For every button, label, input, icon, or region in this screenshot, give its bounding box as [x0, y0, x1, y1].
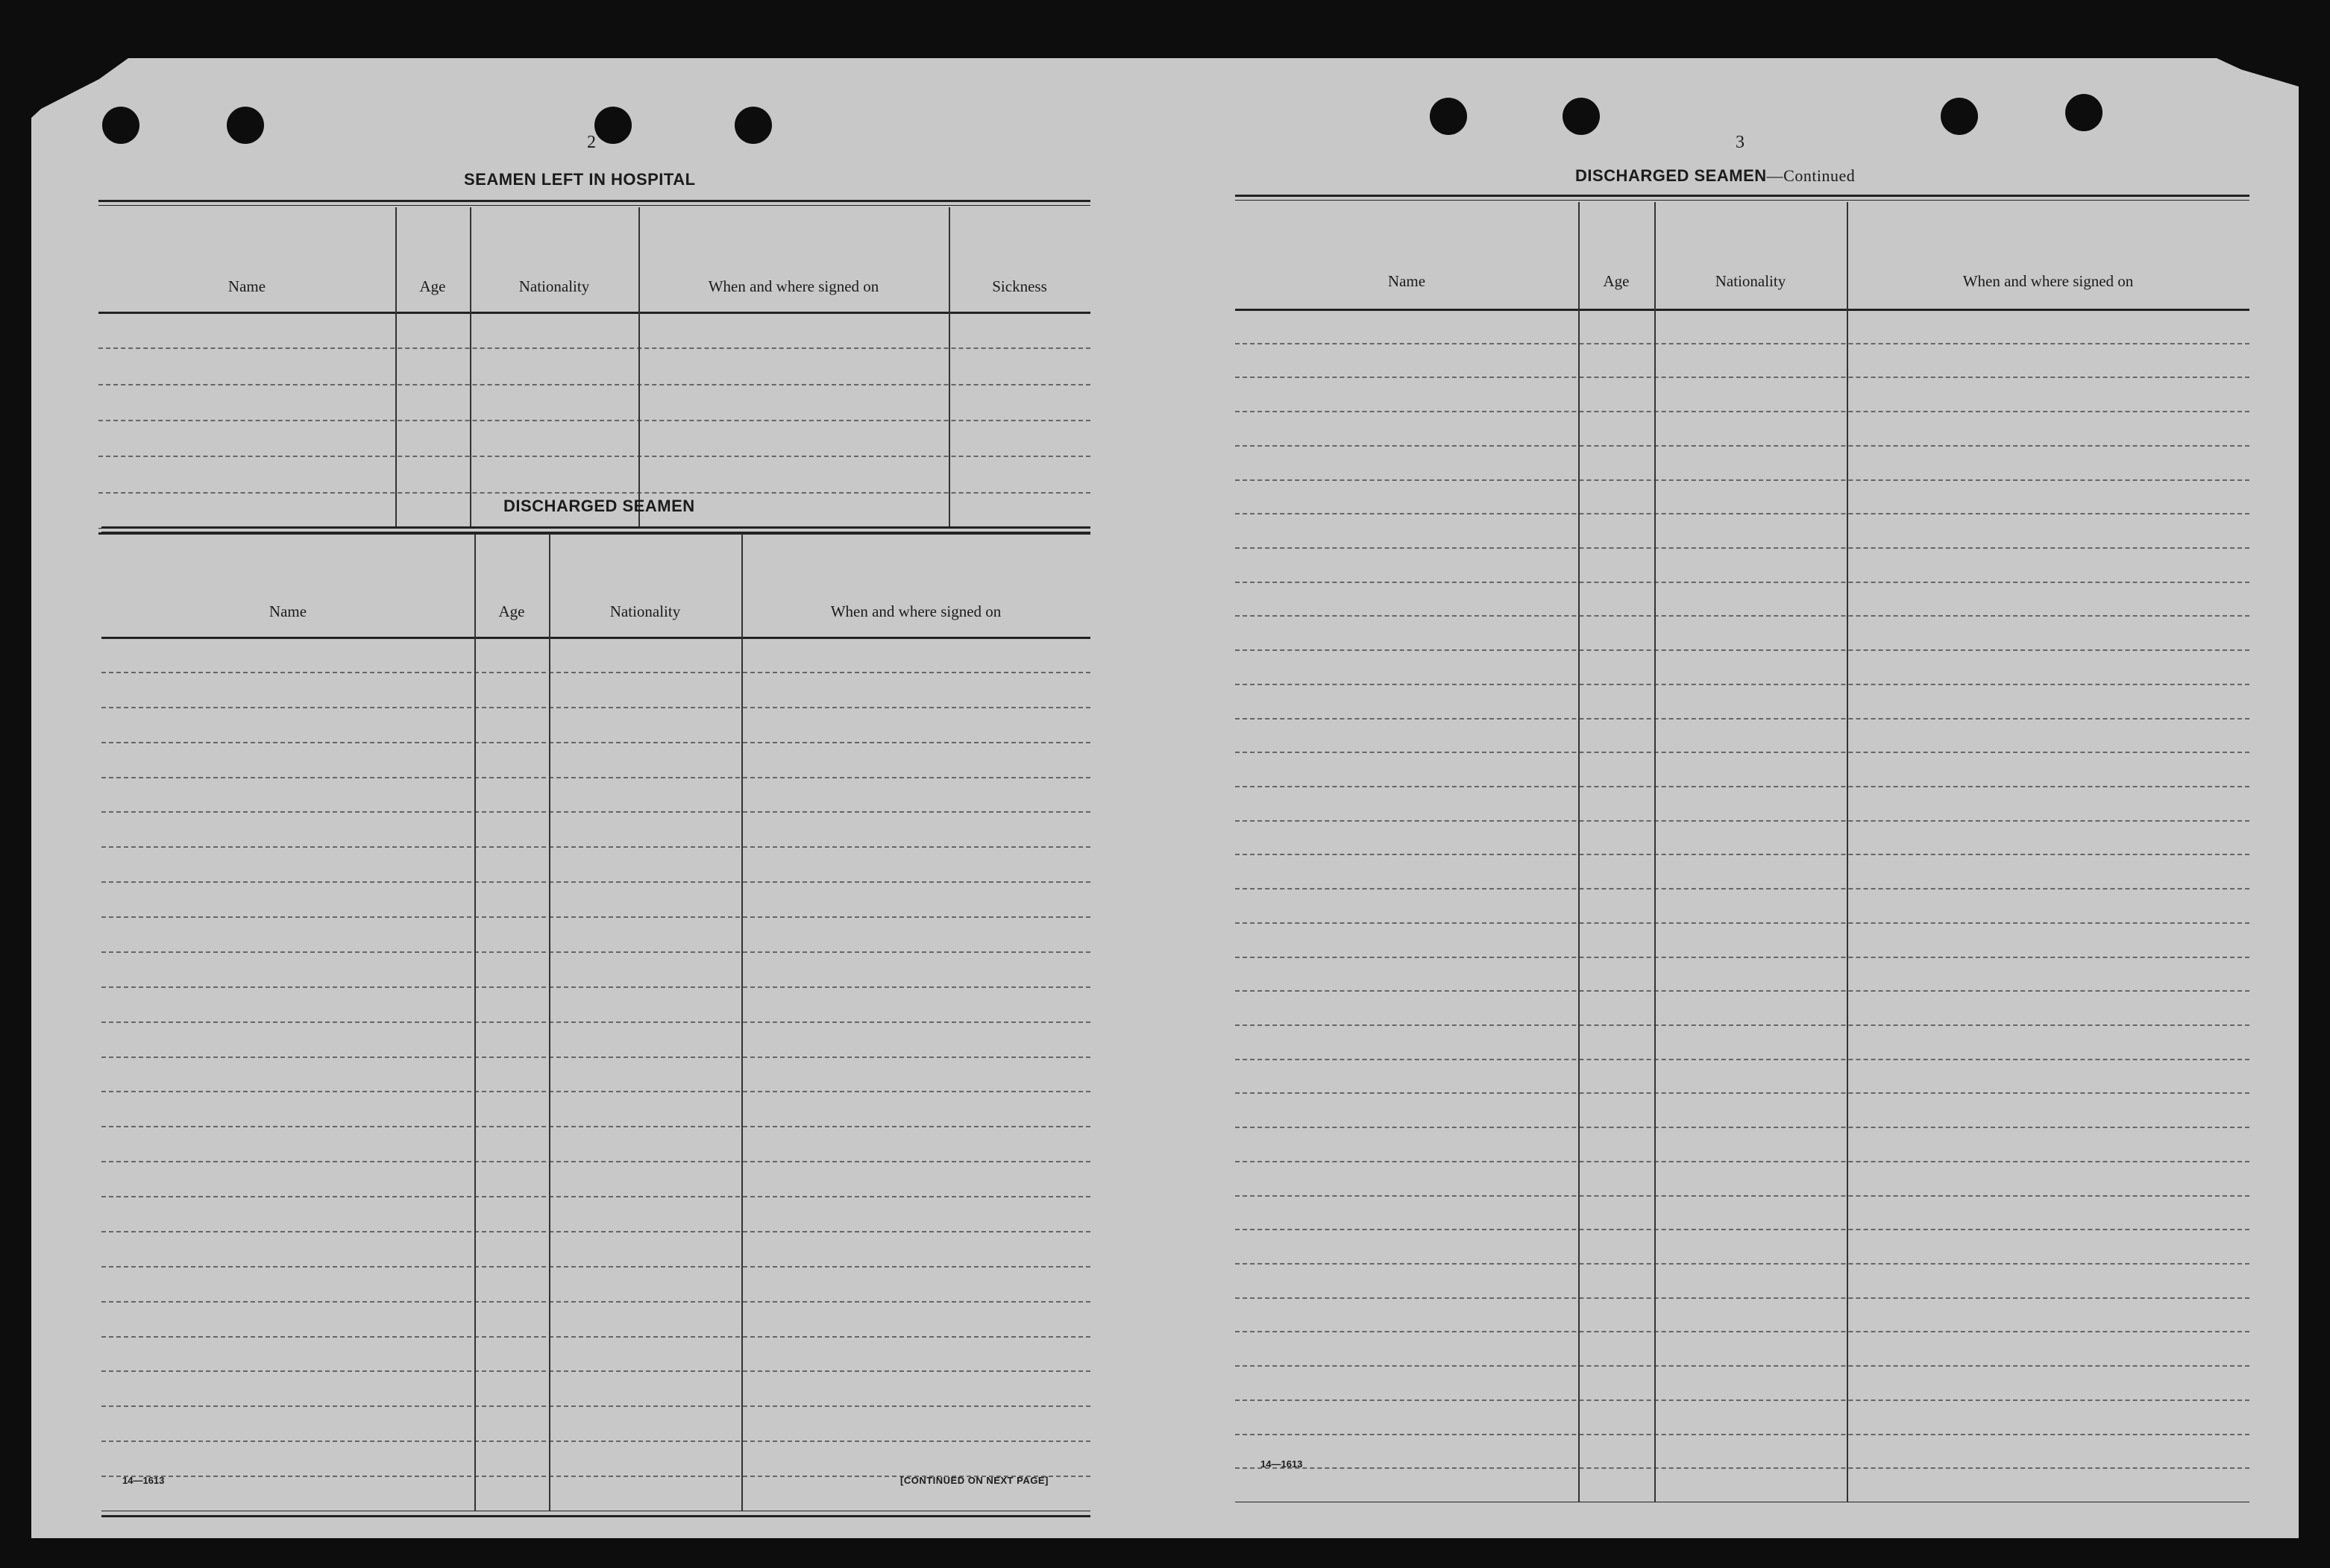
hospital-table: [98, 200, 1090, 535]
column-header-name: Name: [269, 602, 307, 620]
table-row: [101, 1231, 1090, 1232]
form-code-left: 14—1613: [122, 1475, 165, 1486]
table-top-rule: [1235, 195, 2249, 197]
table-row: [101, 742, 1090, 743]
column-header-nationality: Nationality: [518, 277, 590, 295]
column-divider: [1847, 202, 1848, 1502]
discharged-continued-table: [1235, 195, 2249, 1508]
column-divider: [470, 207, 471, 528]
table-top-rule-thin: [98, 205, 1090, 206]
table-row: [101, 777, 1090, 778]
table-row: [1235, 1365, 2249, 1367]
table-row: [1235, 922, 2249, 924]
table-row: [1235, 718, 2249, 720]
table-row: [1235, 1092, 2249, 1094]
table-row: [98, 456, 1090, 457]
table-row: [101, 951, 1090, 953]
table-row: [101, 1057, 1090, 1058]
column-header-name: Name: [227, 277, 266, 295]
table-row: [101, 1405, 1090, 1407]
table-row: [1235, 1467, 2249, 1469]
table-row: [98, 347, 1090, 349]
table-row: [1235, 786, 2249, 787]
table-row: [1235, 957, 2249, 958]
table-top-rule: [98, 200, 1090, 202]
hospital-section-title: SEAMEN LEFT IN HOSPITAL: [464, 170, 696, 189]
table-row: [101, 1336, 1090, 1338]
column-header-when-and-where-signed-on: When and where signed on: [708, 277, 879, 295]
column-divider: [949, 207, 950, 528]
table-row: [1235, 1331, 2249, 1332]
column-header-nationality: Nationality: [609, 602, 681, 620]
table-row: [1235, 752, 2249, 753]
table-row: [1235, 1263, 2249, 1265]
table-row: [1235, 1161, 2249, 1162]
column-header-nationality: Nationality: [1715, 272, 1786, 290]
column-divider: [395, 207, 397, 528]
page-number-left: 2: [587, 133, 596, 152]
table-row: [98, 384, 1090, 385]
table-row: [101, 811, 1090, 813]
table-row: [101, 1126, 1090, 1127]
table-row: [101, 881, 1090, 883]
column-divider: [1578, 202, 1580, 1502]
table-row: [101, 1370, 1090, 1372]
table-row: [1235, 888, 2249, 890]
table-row: [1235, 377, 2249, 378]
column-header-sickness: Sickness: [992, 277, 1047, 295]
table-row: [1235, 1059, 2249, 1060]
punch-hole: [2065, 94, 2103, 131]
table-row: [101, 1441, 1090, 1442]
table-row: [1235, 343, 2249, 344]
column-header-name: Name: [1387, 272, 1426, 290]
form-code-right: 14—1613: [1260, 1458, 1303, 1470]
table-row: [1235, 479, 2249, 481]
table-row: [101, 846, 1090, 848]
header-bottom-rule: [101, 637, 1090, 639]
punch-hole: [1941, 98, 1978, 135]
column-header-age: Age: [419, 277, 446, 295]
table-row: [1235, 513, 2249, 514]
column-header-age: Age: [1603, 272, 1630, 290]
punch-hole: [1430, 98, 1467, 135]
discharged-continued-title: [1575, 166, 1855, 186]
column-header-when-and-where-signed-on: When and where signed on: [830, 602, 1002, 620]
punch-hole: [102, 107, 139, 144]
table-row: [1235, 1229, 2249, 1230]
header-bottom-rule: [98, 312, 1090, 314]
continued-note: [CONTINUED ON NEXT PAGE]: [900, 1475, 1049, 1486]
table-row: [1235, 990, 2249, 992]
table-row: [101, 672, 1090, 673]
table-row: [1235, 615, 2249, 617]
page-number-right: 3: [1736, 133, 1745, 152]
table-row: [101, 916, 1090, 918]
punch-hole: [227, 107, 264, 144]
column-divider: [474, 534, 476, 1511]
table-row: [101, 1196, 1090, 1197]
table-row: [101, 1091, 1090, 1092]
punch-hole: [594, 107, 632, 144]
table-top-rule-thin: [1235, 200, 2249, 201]
table-top-rule: [101, 526, 1090, 529]
table-row: [101, 1021, 1090, 1023]
table-row: [1235, 547, 2249, 549]
column-header-when-and-where-signed-on: When and where signed on: [1962, 272, 2134, 290]
column-divider: [638, 207, 640, 528]
table-row: [101, 1266, 1090, 1268]
table-row: [1235, 1297, 2249, 1299]
table-row: [1235, 582, 2249, 583]
discharged-table: [101, 526, 1090, 1524]
table-row: [1235, 684, 2249, 685]
table-row: [98, 492, 1090, 494]
table-row: [1235, 820, 2249, 822]
discharged-continued-label: DISCHARGED SEAMEN: [1575, 166, 1767, 185]
table-row: [1235, 1399, 2249, 1401]
table-row: [1235, 854, 2249, 855]
column-header-age: Age: [498, 602, 525, 620]
table-row: [101, 1161, 1090, 1162]
table-row: [101, 1301, 1090, 1303]
table-row: [98, 420, 1090, 421]
header-bottom-rule: [1235, 309, 2249, 311]
table-row: [1235, 1127, 2249, 1128]
table-row: [101, 707, 1090, 708]
discharged-section-title: DISCHARGED SEAMEN: [503, 497, 695, 515]
table-bottom-rule-thick: [101, 1515, 1090, 1517]
column-divider: [1654, 202, 1656, 1502]
punch-hole: [735, 107, 772, 144]
table-row: [1235, 649, 2249, 651]
table-row: [1235, 445, 2249, 447]
column-divider: [741, 534, 743, 1511]
column-divider: [549, 534, 550, 1511]
table-row: [1235, 1024, 2249, 1026]
continued-suffix: —Continued: [1766, 166, 1856, 185]
table-row: [1235, 1195, 2249, 1197]
form-sheet: [31, 58, 2299, 1538]
table-row: [1235, 1434, 2249, 1435]
torn-corner-right: [2217, 58, 2299, 86]
table-row: [101, 986, 1090, 988]
punch-hole: [1563, 98, 1600, 135]
table-row: [1235, 411, 2249, 412]
